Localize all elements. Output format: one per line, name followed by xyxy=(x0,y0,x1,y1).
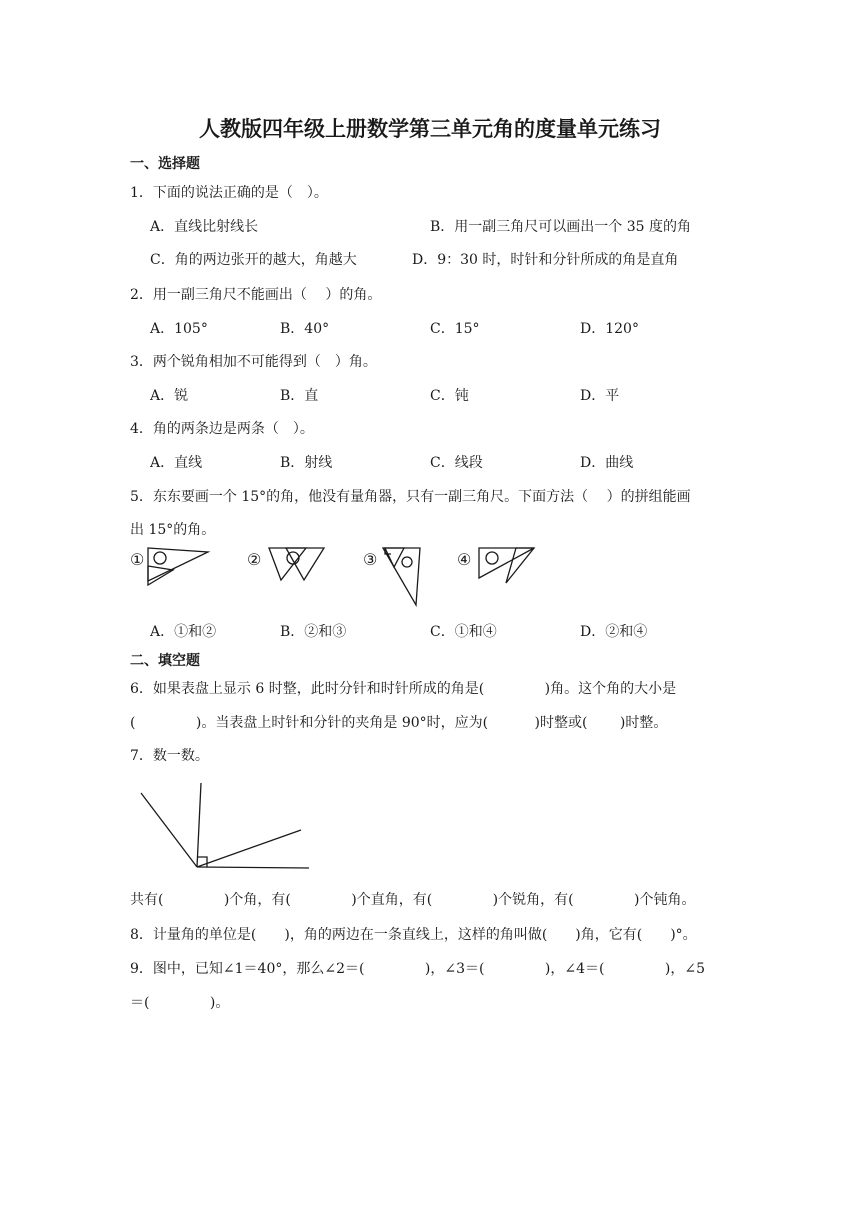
question-4-stem: 4．角的两条边是两条（ ）。 xyxy=(130,421,314,437)
question-3-option-d[interactable]: D．平 xyxy=(580,388,620,404)
triangle-combo-figure-4 xyxy=(476,545,538,590)
question-4-option-b[interactable]: B．射线 xyxy=(280,455,333,471)
question-2-option-a[interactable]: A．105° xyxy=(150,321,208,337)
question-3-stem: 3．两个锐角相加不可能得到（ ）角。 xyxy=(130,354,377,370)
question-2-option-b[interactable]: B．40° xyxy=(280,321,330,337)
question-4-option-c[interactable]: C．线段 xyxy=(430,455,483,471)
question-5-option-c[interactable]: C．①和④ xyxy=(430,624,497,640)
page-title: 人教版四年级上册数学第三单元角的度量单元练习 xyxy=(199,116,661,141)
question-6-line-2: ( )。当表盘上时针和分针的夹角是 90°时，应为( )时整或( )时整。 xyxy=(130,715,668,731)
question-4-option-a[interactable]: A．直线 xyxy=(150,455,203,471)
angle-count-figure xyxy=(135,780,315,872)
section-heading-fill-blank: 二、填空题 xyxy=(130,653,200,669)
question-3-option-a[interactable]: A．锐 xyxy=(150,388,189,404)
question-9-line-2: ＝( )。 xyxy=(130,995,230,1011)
question-1-option-d[interactable]: D．9：30 时，时针和分针所成的角是直角 xyxy=(412,252,679,268)
question-3-option-b[interactable]: B．直 xyxy=(280,388,319,404)
question-2-option-c[interactable]: C．15° xyxy=(430,321,480,337)
triangle-combo-figure-1 xyxy=(145,545,215,590)
triangle-combo-figure-3 xyxy=(380,545,425,613)
question-8-text: 8．计量角的单位是( )，角的两边在一条直线上，这样的角叫做( )角，它有( )°。 xyxy=(130,927,697,943)
question-4-option-d[interactable]: D．曲线 xyxy=(580,455,634,471)
question-3-option-c[interactable]: C．钝 xyxy=(430,388,469,404)
question-2-stem: 2．用一副三角尺不能画出（ ）的角。 xyxy=(130,287,382,303)
question-1-stem: 1．下面的说法正确的是（ ）。 xyxy=(130,185,328,201)
figure-4-label: ④ xyxy=(457,550,472,569)
question-7-stem: 7．数一数。 xyxy=(130,748,209,764)
question-1-option-c[interactable]: C．角的两边张开的越大，角越大 xyxy=(150,252,357,268)
question-5-stem-line-1: 5．东东要画一个 15°的角，他没有量角器，只有一副三角尺。下面方法（ ）的拼组能画 xyxy=(130,489,691,505)
question-5-option-a[interactable]: A．①和② xyxy=(150,624,217,640)
figure-1-label: ① xyxy=(130,550,145,569)
question-5-stem-line-2: 出 15°的角。 xyxy=(130,522,216,538)
question-1-option-a[interactable]: A．直线比射线长 xyxy=(150,219,259,235)
question-1-option-b[interactable]: B．用一副三角尺可以画出一个 35 度的角 xyxy=(430,219,692,235)
triangle-combo-figure-2 xyxy=(266,545,331,590)
question-6-line-1: 6．如果表盘上显示 6 时整，此时分针和时针所成的角是( )角。这个角的大小是 xyxy=(130,681,677,697)
question-7-answer-line: 共有( )个角，有( )个直角，有( )个锐角，有( )个钝角。 xyxy=(130,892,696,908)
figure-3-label: ③ xyxy=(363,550,378,569)
question-2-option-d[interactable]: D．120° xyxy=(580,321,639,337)
question-9-line-1: 9．图中，已知∠1＝40°，那么∠2＝( )，∠3＝( )，∠4＝( )，∠5 xyxy=(130,961,706,977)
question-5-option-d[interactable]: D．②和④ xyxy=(580,624,648,640)
figure-2-label: ② xyxy=(247,550,262,569)
section-heading-choice: 一、选择题 xyxy=(130,156,200,172)
question-5-option-b[interactable]: B．②和③ xyxy=(280,624,347,640)
